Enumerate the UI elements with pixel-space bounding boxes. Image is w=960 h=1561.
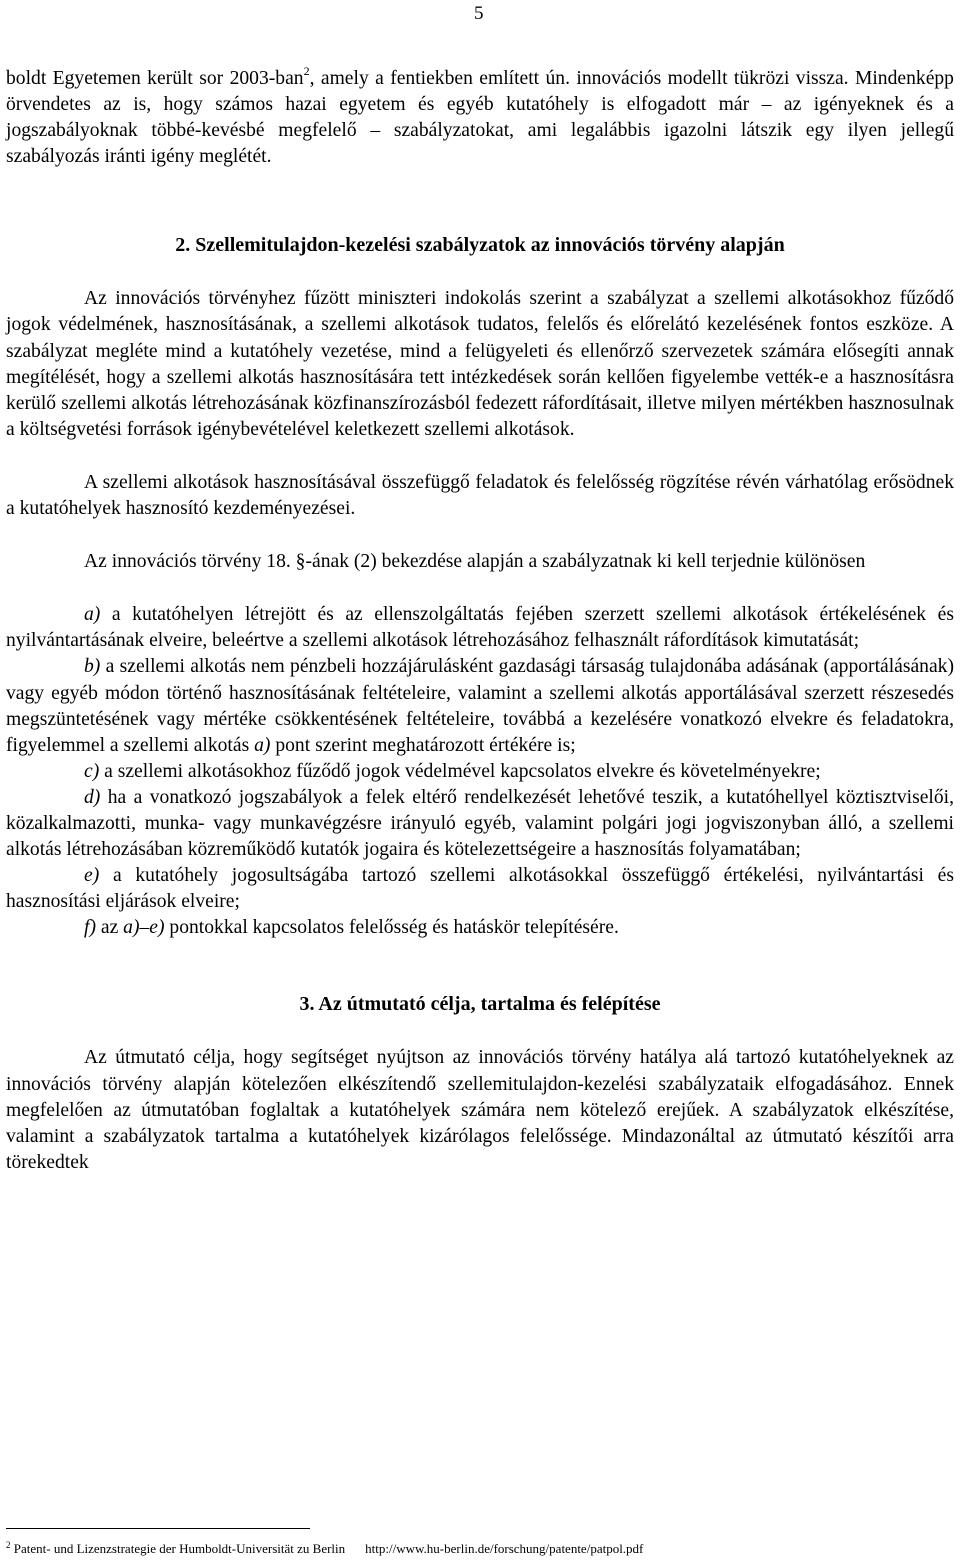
list-item-text-tail: pont szerint meghatározott értékére is; [270, 734, 576, 756]
intro-paragraph [6, 66, 954, 170]
list-item-d [6, 785, 954, 863]
list-item-label: b) [84, 656, 101, 678]
footnote-divider [6, 1528, 310, 1529]
footnote-text: Patent- und Lizenzstrategie der Humboldt-Universität zu Berlin [13, 1541, 346, 1556]
section-2-paragraph-3: Az innovációs törvény 18. §-ának (2) bekezdése alapján a szabályzatnak ki kell terjednie különösen [84, 551, 866, 573]
list-item-label: e) [84, 865, 100, 887]
list-item-text: a kutatóhelyen létrejött és az ellenszolgáltatás fejében szerzett szellemi alkotások értékelésének és nyilvántartásának elveire, beleértve a szellemi alkotások létrehozásához felhasznált ráfordítások kimutatását; [6, 604, 954, 652]
list-item-text: ha a vonatkozó jogszabályok a felek eltérő rendelkezését lehetővé teszik, a kutatóhellyel köztisztviselői, közalkalmazotti, munka- vagy munkavégzésre irányuló egyéb, valamint polgári jogi jogviszonyban álló, a szellemi alkotás létrehozásában közreműködő kutatók jogaira és kötelezettségeire a hasznosítás folyamatában; [6, 786, 954, 861]
list-item-label: c) [84, 760, 100, 782]
footnote-number: 2 [6, 1540, 11, 1550]
requirement-list [6, 602, 954, 941]
list-item-text: a kutatóhely jogosultságába tartozó szellemi alkotásokkal összefüggő értékelési, nyilvántartási és hasznosítási eljárások elveire; [6, 865, 954, 913]
intro-text: boldt Egyetemen került sor 2003-ban [6, 68, 304, 89]
list-item-e [6, 863, 954, 915]
intro-text-continued: , amely a fentiekben említett ún. innovációs modellt tükrözi vissza. Mindenképp örvendetes az is, hogy számos hazai egyetem és egyéb kutatóhely is elfogadott már – az igényeknek és a jogszabályoknak többé-kevésbé megfelelő – szabályzatokat, ami legalábbis igazolni látszik egy ilyen jellegű szabályozás iránti igény meglétét. [6, 68, 954, 168]
section-2-heading: 2. Szellemitulajdon-kezelési szabályzatok az innovációs törvény alapján [175, 234, 785, 257]
footnote [6, 1540, 643, 1557]
footnote-reference[interactable]: 2 [303, 64, 310, 78]
list-item-text-tail: pontokkal kapcsolatos felelősség és hatáskör telepítésére. [164, 917, 619, 939]
list-item-label: f) [84, 917, 96, 939]
list-item-reference: a) [254, 734, 271, 756]
list-item-text: a szellemi alkotás nem pénzbeli hozzájárulásként gazdasági társaság tulajdonába adásának (apportálásának) vagy egyéb módon történő hasznosításának feltételeire, valamint a szellemi alkotás apportálásával szerzett részesedés megszüntetésének vagy mértéke csökkentésének feltételeire, továbbá a kezelésére vonatkozó elvekre és feladatokra, figyelemmel a szellemi alkotás [6, 656, 954, 756]
list-item-f [6, 915, 954, 941]
list-item-c [6, 759, 954, 785]
section-3-paragraph-1: Az útmutató célja, hogy segítséget nyújtson az innovációs törvény hatálya alá tartozó kutatóhelyeknek az innovációs törvény alapján kötelezően elkészítendő szellemitulajdon-kezelési szabályzataik elfogadásához. Ennek megfelelően az útmutatóban foglaltak a kutatóhelyek számára nem kötelező erejűek. A szabályzatok elkészítése, valamint a szabályzatok tartalma a kutatóhelyek kizárólagos felelőssége. Mindazonáltal az útmutató készítői arra törekedtek [6, 1047, 954, 1173]
section-2-paragraph-2: A szellemi alkotások hasznosításával összefüggő feladatok és felelősség rögzítése révén várhatólag erősödnek a kutatóhelyek hasznosító kezdeményezései. [6, 471, 954, 520]
list-item-label: a) [84, 604, 101, 626]
list-item-text: a szellemi alkotásokhoz fűződő jogok védelmével kapcsolatos elvekre és követelményekre; [99, 760, 821, 782]
list-item-label: d) [84, 786, 101, 808]
list-item-a [6, 602, 954, 654]
section-3-heading: 3. Az útmutató célja, tartalma és felépítése [299, 993, 661, 1016]
list-item-b [6, 654, 954, 758]
list-item-reference: a)–e) [123, 917, 165, 939]
page-number: 5 [474, 3, 484, 24]
list-item-text: az [95, 917, 124, 939]
footnote-link[interactable]: http://www.hu-berlin.de/forschung/patente/patpol.pdf [365, 1541, 644, 1556]
page-body [6, 0, 954, 1176]
section-2-paragraph-1: Az innovációs törvényhez fűzött miniszteri indokolás szerint a szabályzat a szellemi alkotásokhoz fűződő jogok védelmének, hasznosításának, a szellemi alkotások tudatos, felelős és előrelátó kezelésének fontos eszköze. A szabályzat megléte mind a kutatóhely vezetése, mind a felügyeleti és ellenőrző szervezetek számára elősegíti annak megítélését, hogy a szellemi alkotás hasznosítására tett intézkedések során kellően figyelembe vették-e a hasznosításra kerülő szellemi alkotás létrehozásának közfinanszírozásból fedezett ráfordításait, illetve milyen mértékben hasznosulnak a költségvetési források igénybevételével keletkezett szellemi alkotások. [6, 288, 954, 440]
